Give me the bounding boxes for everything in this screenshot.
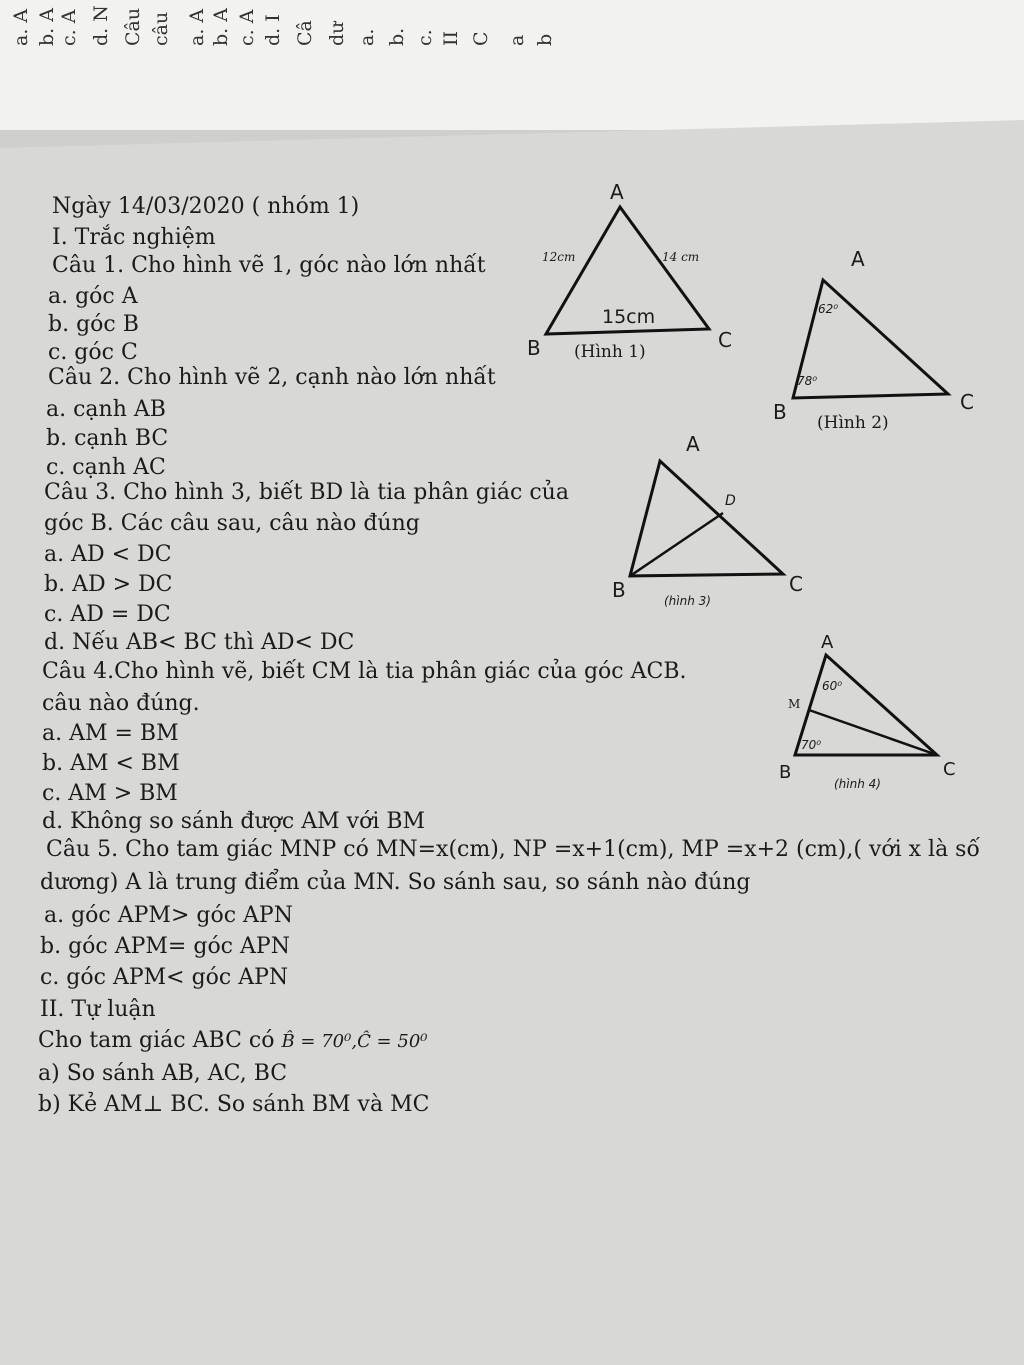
question-5-cont: dương) A là trung điểm của MN. So sánh sau, so sánh nào đúng (40, 870, 751, 895)
fig1-caption: (Hình 1) (574, 342, 646, 362)
background-column-text: a (506, 34, 528, 46)
background-column-text: II (440, 30, 462, 46)
question-2: Câu 2. Cho hình vẽ 2, cạnh nào lớn nhất (48, 365, 496, 390)
fig3-triangle (630, 461, 783, 576)
background-column-text: b. A (210, 8, 232, 46)
background-column-text: b. (386, 27, 408, 46)
fig3-caption: (hình 3) (664, 594, 711, 608)
fig3-label-c: C (789, 572, 803, 596)
background-column-text: Câu (122, 7, 144, 46)
exam-date: Ngày 14/03/2020 (52, 194, 245, 219)
background-column-text: C (470, 31, 492, 46)
fig4-label-a: A (821, 632, 834, 653)
essay-part-a: a) So sánh AB, AC, BC (38, 1061, 288, 1086)
background-column-text: dư (326, 21, 348, 46)
q1-option-b: b. góc B (48, 312, 139, 337)
q5-option-c: c. góc APM< góc APN (40, 965, 289, 990)
background-column-text: c. A (236, 9, 258, 46)
fig1-side-ab: 12cm (542, 250, 576, 264)
q5-option-a: a. góc APM> góc APN (44, 903, 293, 928)
fig2-label-b: B (773, 400, 787, 424)
q3-option-d: d. Nếu AB< BC thì AD< DC (44, 630, 355, 655)
section2-title: II. Tự luận (40, 997, 156, 1022)
fig1-label-a: A (610, 180, 624, 204)
q2-option-c: c. cạnh AC (46, 455, 166, 480)
background-column-text: c. (414, 29, 436, 46)
background-column-text: b (534, 33, 556, 46)
fig2-label-c: C (960, 390, 974, 414)
fig4-angle-a: 60⁰ (822, 679, 843, 693)
background-column-text: c. A (58, 9, 80, 46)
fig2-angle-a: 62⁰ (818, 302, 839, 316)
fig4-label-m: M (788, 697, 801, 711)
group-label: ( nhóm 1) (251, 194, 360, 219)
q4-option-a: a. AM = BM (42, 721, 179, 746)
essay-condition: B̂ = 70⁰,Ĉ = 50⁰ (281, 1031, 428, 1052)
section1-title: I. Trắc nghiệm (52, 225, 216, 250)
background-column-text: a. (356, 28, 378, 46)
q4-option-c: c. AM > BM (42, 781, 178, 806)
fig3-label-a: A (686, 432, 700, 456)
q3-option-b: b. AD > DC (44, 572, 173, 597)
background-column-text: a. A (10, 8, 32, 46)
background-column-text: Câ (294, 20, 316, 46)
question-5: Câu 5. Cho tam giác MNP có MN=x(cm), NP =x+1(cm), MP =x+2 (cm),( với x là số (46, 837, 980, 862)
background-column-text: a. A (186, 8, 208, 46)
fig2-label-a: A (851, 247, 865, 271)
q3-option-a: a. AD < DC (44, 542, 172, 567)
q4-option-b: b. AM < BM (42, 751, 180, 776)
q4-option-d: d. Không so sánh được AM với BM (42, 809, 426, 834)
background-column-text: d. I (262, 14, 284, 46)
fig2-caption: (Hình 2) (817, 413, 889, 433)
fig4-angle-b: 70⁰ (801, 738, 822, 752)
q2-option-a: a. cạnh AB (46, 397, 166, 422)
question-4: Câu 4.Cho hình vẽ, biết CM là tia phân giác của góc ACB. (42, 659, 687, 684)
fig1-label-c: C (718, 328, 732, 352)
background-column-text: câu (150, 11, 172, 46)
question-3-cont: góc B. Các câu sau, câu nào đúng (44, 511, 420, 536)
fig4-label-c: C (943, 759, 956, 780)
background-column-text: b. A (36, 8, 58, 46)
q3-option-c: c. AD = DC (44, 602, 171, 627)
essay-part-b: b) Kẻ AM⊥ BC. So sánh BM và MC (38, 1092, 430, 1117)
question-4-cont: câu nào đúng. (42, 691, 200, 716)
fig3-label-b: B (612, 578, 626, 602)
question-3: Câu 3. Cho hình 3, biết BD là tia phân giác của (44, 480, 569, 505)
fig1-side-bc: 15cm (602, 306, 656, 328)
essay-problem-text: Cho tam giác ABC có (38, 1028, 275, 1053)
q2-option-b: b. cạnh BC (46, 426, 169, 451)
fig4-caption: (hình 4) (834, 777, 881, 791)
q5-option-b: b. góc APM= góc APN (40, 934, 290, 959)
fig4-label-b: B (779, 762, 792, 783)
fig3-label-d: D (725, 493, 736, 509)
background-column-text: d. N (90, 5, 112, 46)
question-1: Câu 1. Cho hình vẽ 1, góc nào lớn nhất (52, 253, 486, 278)
fig1-side-ac: 14 cm (662, 250, 700, 264)
q1-option-c: c. góc C (48, 340, 138, 365)
q1-option-a: a. góc A (48, 284, 138, 309)
fig2-angle-b: 78⁰ (797, 374, 818, 388)
fig1-label-b: B (527, 336, 541, 360)
fig4-bisector-cm (809, 710, 937, 755)
